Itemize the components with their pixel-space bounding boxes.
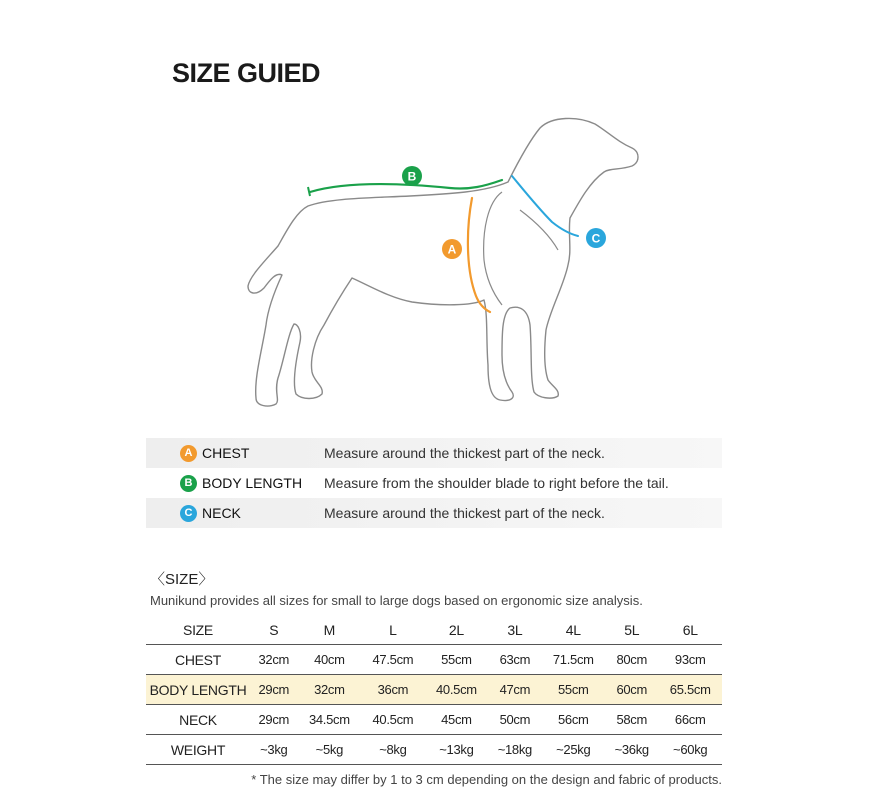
header-cell: 2L (425, 615, 489, 645)
table-cell: ~36kg (614, 742, 649, 757)
legend-description: Measure around the thickest part of the neck. (324, 445, 605, 461)
table-cell: 71.5cm (552, 652, 594, 667)
table-cell: 29cm (258, 682, 290, 697)
header-cell: SIZE (146, 615, 250, 645)
svg-text:A: A (447, 242, 457, 257)
body-length-badge: B (180, 475, 197, 492)
marker-a (442, 239, 462, 259)
header-cell: L (361, 615, 425, 645)
table-cell: 47cm (499, 682, 531, 697)
marker-c (586, 228, 606, 248)
table-row-chest (146, 645, 722, 675)
table-cell: 32cm (314, 682, 345, 697)
size-table (146, 615, 722, 765)
table-cell: 56cm (558, 712, 589, 727)
dog-body-outline (248, 118, 638, 406)
table-row-weight (146, 735, 722, 765)
table-cell: ~25kg (556, 742, 591, 757)
dog-outline-illustration (240, 110, 660, 410)
size-section-heading: 〈SIZE〉 (150, 571, 214, 588)
table-row-body-length (146, 675, 722, 705)
row-label: BODY LENGTH (149, 681, 247, 698)
row-label: CHEST (175, 651, 221, 668)
table-cell: 40.5cm (436, 682, 477, 697)
legend-label: NECK (202, 505, 241, 521)
table-cell: ~13kg (439, 742, 474, 757)
table-cell: 65.5cm (669, 682, 711, 697)
legend-row-chest (146, 438, 722, 468)
svg-text:B: B (407, 169, 417, 184)
header-cell: M (298, 615, 362, 645)
table-cell: 63cm (499, 652, 531, 667)
legend-label: CHEST (202, 445, 250, 461)
header-cell: 6L (658, 615, 722, 645)
table-cell: 60cm (616, 682, 648, 697)
size-section-subtitle: Munikund provides all sizes for small to large dogs based on ergonomic size analysis. (150, 593, 643, 608)
size-disclaimer-note: * The size may differ by 1 to 3 cm depending on the design and fabric of products. (251, 772, 722, 787)
table-cell: 58cm (616, 712, 648, 727)
table-cell: 40.5cm (372, 712, 414, 727)
chest-measure-line (468, 198, 490, 312)
size-table-header-row (146, 615, 722, 645)
table-cell: 80cm (616, 652, 648, 667)
table-cell: 32cm (258, 652, 290, 667)
table-cell: ~5kg (315, 742, 344, 757)
table-cell: ~60kg (673, 742, 708, 757)
dog-measurement-diagram (240, 110, 660, 410)
table-cell: 55cm (558, 682, 589, 697)
header-cell: 5L (605, 615, 658, 645)
legend-row-neck (146, 498, 722, 528)
chest-badge: A (180, 445, 197, 462)
table-cell: 34.5cm (308, 712, 350, 727)
row-label: NECK (179, 711, 217, 728)
page-title: SIZE GUIED (172, 58, 321, 88)
table-cell: 66cm (674, 712, 706, 727)
header-cell: S (250, 615, 298, 645)
header-cell: 3L (488, 615, 541, 645)
table-row-neck (146, 705, 722, 735)
legend-description: Measure around the thickest part of the neck. (324, 505, 605, 521)
measurement-legend (146, 438, 722, 528)
table-cell: ~18kg (497, 742, 532, 757)
svg-text:C: C (591, 231, 601, 246)
header-cell: 4L (542, 615, 606, 645)
legend-label: BODY LENGTH (202, 475, 303, 491)
legend-row-body-length (146, 468, 722, 498)
row-label: WEIGHT (170, 741, 226, 758)
table-cell: 93cm (674, 652, 706, 667)
table-cell: 40cm (314, 652, 345, 667)
neck-badge: C (180, 505, 197, 522)
neck-measure-line (512, 176, 578, 236)
table-cell: 55cm (441, 652, 472, 667)
table-cell: ~8kg (379, 742, 407, 757)
table-cell: ~3kg (260, 742, 288, 757)
table-cell: 47.5cm (372, 652, 414, 667)
table-cell: 36cm (377, 682, 409, 697)
table-cell: 45cm (441, 712, 472, 727)
table-cell: 50cm (499, 712, 531, 727)
table-cell: 29cm (258, 712, 290, 727)
marker-b (402, 166, 422, 186)
legend-description: Measure from the shoulder blade to right before the tail. (324, 475, 669, 491)
